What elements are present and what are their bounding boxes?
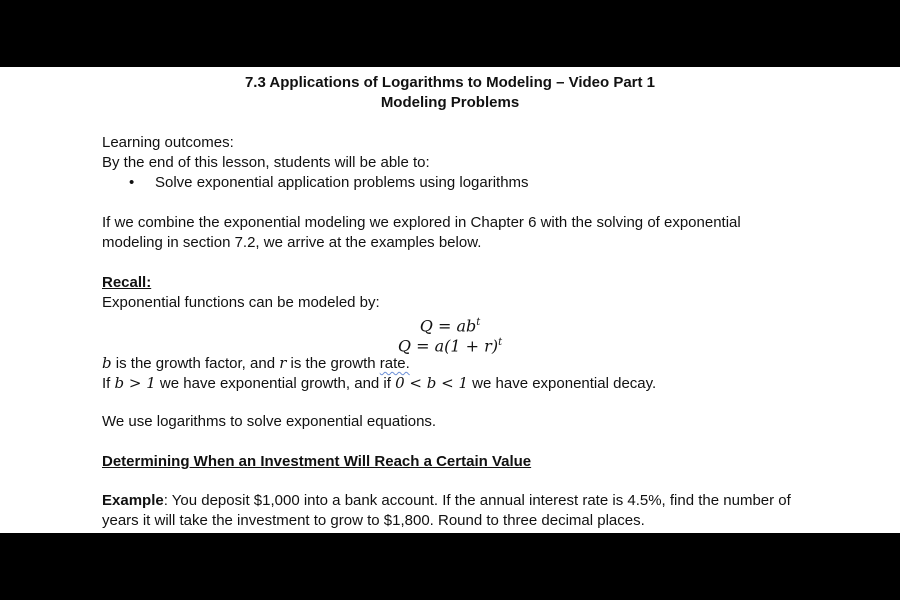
cond-math-1: b > 1 bbox=[114, 374, 156, 392]
combine-paragraph-line1: If we combine the exponential modeling we explored in Chapter 6 with the solving of exponential bbox=[102, 214, 741, 231]
eq1-exponent: t bbox=[476, 317, 481, 328]
cond-mid: we have exponential growth, and if bbox=[155, 375, 396, 392]
recall-intro: Exponential functions can be modeled by: bbox=[102, 294, 380, 311]
example-text-1: : You deposit $1,000 into a bank account. If the annual interest rate is 4.5%, find the number of bbox=[163, 492, 791, 509]
eq2-lhs: Q bbox=[397, 336, 412, 356]
outcomes-heading: Learning outcomes: bbox=[102, 134, 234, 151]
cond-if: If bbox=[102, 375, 115, 392]
cond-math-2: 0 < b < 1 bbox=[395, 374, 468, 392]
growth-text-1: is the growth factor, and bbox=[111, 355, 280, 372]
recall-heading: Recall: bbox=[102, 274, 152, 291]
cond-end: we have exponential decay. bbox=[468, 375, 657, 392]
example-line1 bbox=[102, 491, 791, 511]
document-subtitle: Modeling Problems bbox=[380, 94, 520, 111]
document-page bbox=[0, 67, 900, 533]
combine-paragraph-line2: modeling in section 7.2, we arrive at the examples below. bbox=[102, 234, 482, 251]
outcomes-intro: By the end of this lesson, students will be able to: bbox=[102, 154, 430, 171]
equation-2: $Q = a(1 + r)^t$ bbox=[397, 336, 503, 356]
growth-condition-line bbox=[102, 373, 656, 394]
eq1-lhs: Q bbox=[419, 316, 433, 336]
section-heading: Determining When an Investment Will Reach a Certain Value bbox=[102, 453, 532, 470]
eq2-exponent: t bbox=[498, 337, 503, 348]
document-title: 7.3 Applications of Logarithms to Modeling – Video Part 1 bbox=[244, 74, 656, 91]
eq1-rhs: ab bbox=[456, 316, 477, 336]
outcome-bullet: Solve exponential application problems using logarithms bbox=[155, 174, 529, 191]
var-b: b bbox=[102, 354, 112, 372]
growth-text-2: is the growth bbox=[286, 355, 380, 372]
example-label: Example bbox=[102, 492, 164, 509]
logs-sentence: We use logarithms to solve exponential equations. bbox=[102, 413, 437, 430]
spellcheck-word: rate. bbox=[379, 355, 410, 372]
var-r: r bbox=[279, 354, 287, 372]
equation-1: $Q = ab^t$ bbox=[419, 316, 481, 336]
eq2-rhs: a(1 + r) bbox=[434, 336, 499, 356]
bullet-icon: • bbox=[129, 174, 135, 191]
example-line2: years it will take the investment to grow to $1,800. Round to three decimal places. bbox=[102, 512, 645, 529]
growth-factor-line bbox=[102, 353, 410, 374]
